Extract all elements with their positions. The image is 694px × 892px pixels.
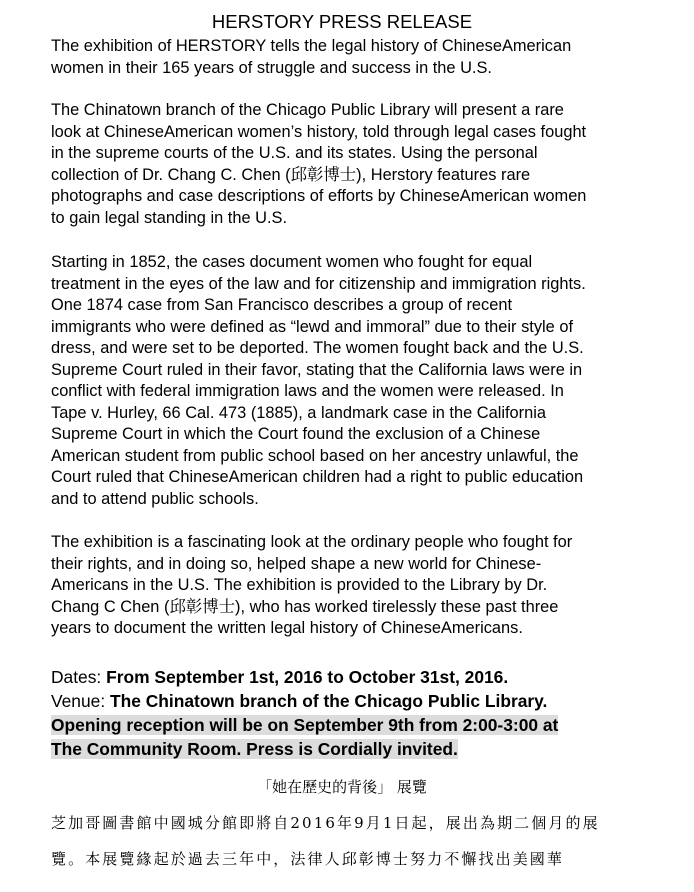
venue-label: Venue: — [51, 691, 110, 711]
paragraph-line: women in their 165 years of struggle and success in the U.S. — [51, 58, 492, 77]
paragraph-line: treatment in the eyes of the law and for citizenship and immigration rights. — [51, 274, 586, 293]
event-details — [51, 665, 681, 761]
paragraph-line: Chang C Chen (邱彰博士), who has worked tirelessly these past three — [51, 597, 559, 616]
paragraph-intro — [51, 36, 681, 79]
paragraph-exhibition — [51, 532, 681, 640]
venue-value: The Chinatown branch of the Chicago Public Library. — [110, 691, 548, 711]
paragraph-line: The exhibition is a fascinating look at the ordinary people who fought for — [51, 533, 573, 551]
paragraph-line: conflict with federal immigration laws and the women were released. In — [51, 382, 564, 400]
reception-row — [51, 737, 681, 761]
paragraph-line: to gain legal standing in the U.S. — [51, 208, 287, 227]
paragraph-line: Court ruled that ChineseAmerican children had a right to public education — [51, 468, 584, 486]
paragraph-line: in the supreme courts of the U.S. and its states. Using the personal — [51, 144, 538, 162]
reception-row — [51, 713, 681, 737]
paragraph-line: years to document the written legal history of ChineseAmericans. — [51, 619, 523, 637]
paragraph-cases — [51, 252, 681, 510]
paragraph-line: Supreme Court ruled in their favor, stating that the California laws were in — [51, 360, 583, 379]
dates-row — [51, 665, 681, 689]
paragraph-line: The exhibition of HERSTORY tells the legal history of ChineseAmerican — [51, 37, 572, 55]
paragraph-line: photographs and case descriptions of efforts by ChineseAmerican women — [51, 187, 587, 205]
chinese-paragraph-line: 覽。本展覽緣起於過去三年中，法律人邱彰博士努力不懈找出美國華 — [51, 850, 565, 868]
reception-highlight: The Community Room. Press is Cordially invited. — [51, 739, 458, 759]
paragraph-line: Americans in the U.S. The exhibition is provided to the Library by Dr. — [51, 576, 548, 594]
paragraph-line: collection of Dr. Chang C. Chen (邱彰博士), Herstory features rare — [51, 165, 531, 184]
paragraph-line: American student from public school based on her ancestry unlawful, the — [51, 446, 579, 465]
dates-value: From September 1st, 2016 to October 31st, 2016. — [106, 667, 509, 687]
document-title: HERSTORY PRESS RELEASE — [211, 11, 473, 32]
reception-highlight: Opening reception will be on September 9th from 2:00-3:00 at — [51, 715, 559, 735]
paragraph-line: Tape v. Hurley, 66 Cal. 473 (1885), a landmark case in the California — [51, 403, 547, 422]
chinese-title: 「她在歷史的背後」 展覽 — [257, 778, 427, 796]
paragraph-line: their rights, and in doing so, helped shape a new world for Chinese- — [51, 554, 542, 573]
paragraph-line: immigrants who were defined as “lewd and immoral” due to their style of — [51, 317, 573, 336]
paragraph-line: dress, and were set to be deported. The women fought back and the U.S. — [51, 339, 584, 357]
chinese-paragraph-line: 芝加哥圖書館中國城分館即將自2016年9月1日起，展出為期二個月的展 — [51, 814, 600, 832]
paragraph-line: Starting in 1852, the cases document women who fought for equal — [51, 253, 533, 271]
paragraph-line: One 1874 case from San Francisco describes a group of recent — [51, 296, 513, 314]
paragraph-line: Supreme Court in which the Court found the exclusion of a Chinese — [51, 425, 541, 443]
venue-row — [51, 689, 681, 713]
paragraph-line: look at ChineseAmerican women’s history, told through legal cases fought — [51, 122, 587, 141]
paragraph-line: and to attend public schools. — [51, 489, 259, 508]
paragraph-library — [51, 100, 681, 229]
paragraph-line: The Chinatown branch of the Chicago Public Library will present a rare — [51, 101, 564, 119]
dates-label: Dates: — [51, 667, 107, 687]
